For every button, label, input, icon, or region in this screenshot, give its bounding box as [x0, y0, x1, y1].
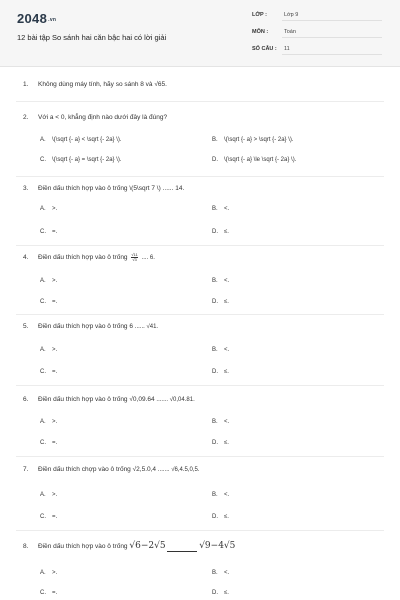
logo-suffix: .vn	[48, 16, 57, 23]
count-label: SỐ CÂU :	[252, 46, 277, 52]
question-number: 3.	[23, 185, 29, 192]
option-a[interactable]	[40, 347, 57, 353]
option-b[interactable]	[212, 492, 229, 498]
question-tail: .... 6.	[141, 255, 155, 262]
question-number: 5.	[23, 323, 29, 330]
count-value: 11	[284, 46, 290, 52]
question-number: 2.	[23, 114, 29, 121]
class-value: Lớp 9	[284, 12, 299, 18]
option-c[interactable]	[40, 229, 57, 235]
option-d[interactable]	[212, 299, 229, 305]
question-6	[23, 396, 195, 403]
option-letter: B.	[212, 570, 218, 576]
option-text: <.	[224, 570, 230, 576]
question-text: Điền dấu thích hợp vào ô trống 6	[38, 323, 133, 330]
divider	[16, 101, 384, 102]
option-letter: A.	[40, 278, 46, 284]
option-letter: A.	[40, 137, 46, 143]
option-letter: A.	[40, 570, 46, 576]
question-text: Điền dấu thích hợp vào ô trống \(5\sqrt 7 \) ...... 14.	[38, 185, 185, 192]
divider	[16, 176, 384, 177]
option-letter: C.	[40, 440, 46, 446]
question-8	[23, 541, 235, 552]
page-title: 12 bài tập So sánh hai căn bậc hai có lời giải	[17, 33, 167, 42]
option-a[interactable]	[40, 419, 57, 425]
class-label: LỚP :	[252, 12, 267, 18]
question-4	[23, 253, 155, 262]
question-number: 8.	[23, 543, 29, 551]
divider	[16, 245, 384, 246]
option-letter: D.	[212, 157, 218, 163]
option-text: ≤.	[224, 440, 229, 446]
option-b[interactable]	[212, 570, 229, 576]
option-text: >.	[52, 278, 58, 284]
option-letter: D.	[212, 299, 218, 305]
expression-left: √6−2√5	[129, 541, 166, 552]
option-letter: B.	[212, 278, 218, 284]
question-7	[23, 466, 200, 473]
option-letter: D.	[212, 369, 218, 375]
option-letter: C.	[40, 590, 46, 596]
subject-label: MÔN :	[252, 29, 269, 35]
option-c[interactable]	[40, 299, 57, 305]
option-text: \(\sqrt {- a} \le \sqrt {- 2a} \).	[224, 157, 297, 163]
option-text: <.	[224, 206, 230, 212]
option-text: \(\sqrt {- a} > \sqrt {- 2a} \).	[224, 137, 294, 143]
option-text: ≤.	[224, 369, 229, 375]
divider	[282, 37, 382, 38]
option-a[interactable]	[40, 137, 122, 143]
option-text: <.	[224, 347, 230, 353]
option-text: >.	[52, 570, 58, 576]
option-letter: B.	[212, 347, 218, 353]
option-letter: D.	[212, 229, 218, 235]
option-text: \(\sqrt {- a} = \sqrt {- 2a} \).	[52, 157, 122, 163]
option-d[interactable]	[212, 229, 229, 235]
option-letter: D.	[212, 590, 218, 596]
question-tail: ...... √41.	[134, 324, 159, 330]
option-a[interactable]	[40, 492, 57, 498]
option-c[interactable]	[40, 440, 57, 446]
option-text: >.	[52, 347, 58, 353]
question-text: Không dùng máy tính, hãy so sánh 8 và √65.	[38, 81, 167, 88]
option-d[interactable]	[212, 514, 229, 520]
option-d[interactable]	[212, 590, 229, 596]
option-letter: C.	[40, 514, 46, 520]
option-letter: A.	[40, 347, 46, 353]
option-text: >.	[52, 419, 58, 425]
option-d[interactable]	[212, 440, 229, 446]
option-b[interactable]	[212, 206, 229, 212]
option-letter: A.	[40, 206, 46, 212]
option-text: >.	[52, 492, 58, 498]
option-a[interactable]	[40, 278, 57, 284]
question-number: 6.	[23, 396, 29, 403]
option-text: =.	[52, 229, 58, 235]
option-d[interactable]	[212, 157, 296, 163]
option-text: ≤.	[224, 590, 229, 596]
option-letter: A.	[40, 492, 46, 498]
option-a[interactable]	[40, 206, 57, 212]
question-5	[23, 323, 158, 330]
option-letter: B.	[212, 419, 218, 425]
logo-text: 2048	[17, 11, 48, 26]
fraction-numerator: √11	[131, 252, 138, 257]
question-text: Điền dấu thích hợp vào ô trống	[38, 543, 128, 551]
option-b[interactable]	[212, 137, 294, 143]
question-tail: ....... √0,04.81.	[156, 397, 195, 403]
option-text: =.	[52, 514, 58, 520]
option-text: =.	[52, 299, 58, 305]
option-text: ≤.	[224, 299, 229, 305]
option-letter: C.	[40, 299, 46, 305]
option-text: <.	[224, 419, 230, 425]
option-d[interactable]	[212, 369, 229, 375]
option-text: ≤.	[224, 229, 229, 235]
option-letter: B.	[212, 206, 218, 212]
fraction	[131, 253, 137, 262]
option-text: <.	[224, 278, 230, 284]
option-c[interactable]	[40, 514, 57, 520]
option-letter: B.	[212, 137, 218, 143]
question-number: 1.	[23, 81, 29, 88]
question-number: 7.	[23, 466, 29, 473]
option-text: \(\sqrt {- a} < \sqrt {- 2a} \).	[52, 137, 122, 143]
question-text: Điền dấu thích hợp vào ô trống	[38, 254, 128, 262]
divider	[282, 20, 382, 21]
expression-right: √9−4√5	[199, 541, 236, 552]
question-1	[23, 81, 167, 88]
option-b[interactable]	[212, 419, 229, 425]
option-c[interactable]	[40, 157, 122, 163]
divider	[16, 385, 384, 386]
divider	[16, 314, 384, 315]
option-letter: C.	[40, 369, 46, 375]
option-text: =.	[52, 590, 58, 596]
divider	[16, 456, 384, 457]
divider	[16, 530, 384, 531]
option-letter: C.	[40, 229, 46, 235]
question-text: Với a < 0, khẳng định nào dưới đây là đúng?	[38, 114, 168, 121]
option-letter: D.	[212, 514, 218, 520]
question-number: 4.	[23, 254, 29, 262]
option-text: =.	[52, 440, 58, 446]
fraction-denominator: √3	[132, 257, 137, 262]
option-text: =.	[52, 369, 58, 375]
option-letter: A.	[40, 419, 46, 425]
option-b[interactable]	[212, 347, 229, 353]
option-text: ≤.	[224, 514, 229, 520]
option-text: >.	[52, 206, 58, 212]
header	[0, 0, 400, 67]
option-letter: D.	[212, 440, 218, 446]
option-text: <.	[224, 492, 230, 498]
option-letter: B.	[212, 492, 218, 498]
option-a[interactable]	[40, 570, 57, 576]
question-tail: ....... √6,4.5,0,5.	[157, 467, 200, 473]
divider	[282, 54, 382, 55]
question-3	[23, 185, 184, 192]
option-b[interactable]	[212, 278, 229, 284]
option-c[interactable]	[40, 590, 57, 596]
option-c[interactable]	[40, 369, 57, 375]
question-text: Điền dấu thích hợp vào ô trống √0,09.64	[38, 396, 155, 403]
question-2	[23, 114, 167, 121]
option-letter: C.	[40, 157, 46, 163]
answer-box[interactable]	[167, 541, 197, 552]
question-text: Điền dấu thích chợp vào ô trống √2,5.0,4	[38, 466, 157, 473]
logo[interactable]	[17, 11, 56, 26]
subject-value: Toán	[284, 29, 296, 35]
